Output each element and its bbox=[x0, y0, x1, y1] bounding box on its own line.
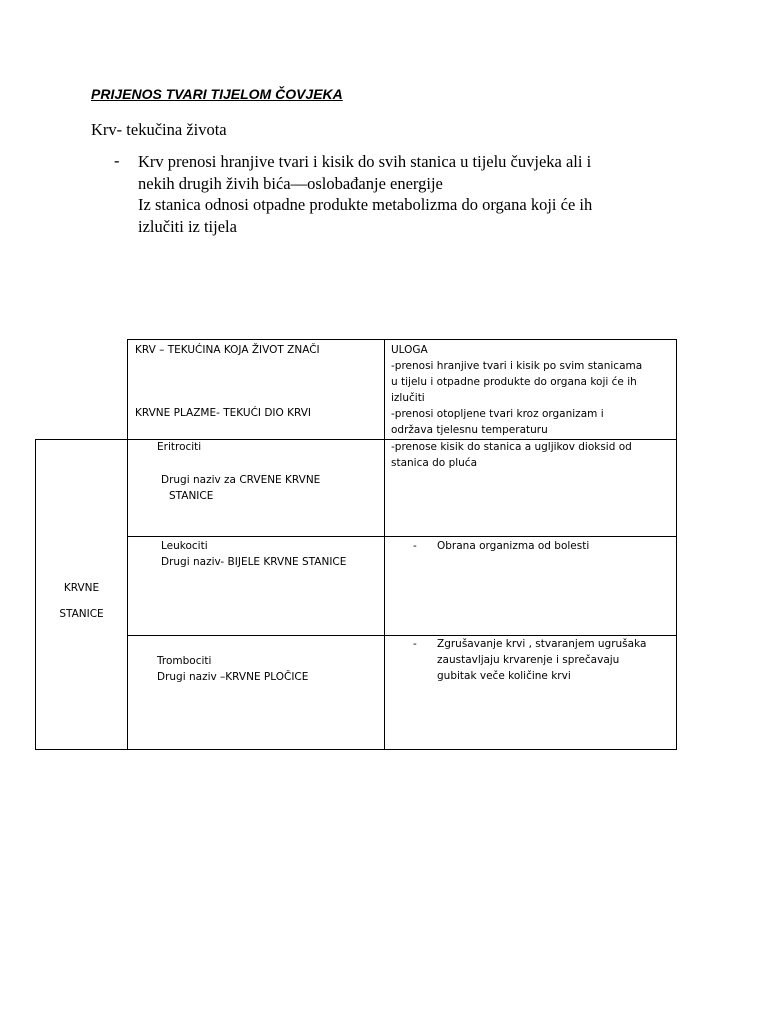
header-cell-right bbox=[391, 342, 642, 438]
cell-alt-name-eritrociti bbox=[161, 472, 320, 504]
paragraph-line: nekih drugih živih bića—oslobađanje energije bbox=[138, 173, 443, 193]
grid-line bbox=[676, 339, 677, 750]
page-title: PRIJENOS TVARI TIJELOM ČOVJEKA bbox=[91, 86, 343, 102]
alt-name-line: Drugi naziv za CRVENE KRVNE bbox=[161, 474, 321, 486]
cell-name-leukociti bbox=[161, 538, 346, 570]
alt-name-line: Drugi naziv –KRVNE PLOČICE bbox=[157, 671, 309, 683]
bullet-dash: - bbox=[114, 151, 120, 170]
header-right-line: u tijelu i otpadne produkte do organa koji će ih bbox=[391, 376, 637, 388]
side-label-line: KRVNE bbox=[63, 582, 100, 594]
intro-paragraph bbox=[138, 151, 592, 237]
role-dash: - bbox=[413, 540, 417, 552]
header-right-line: izlučiti bbox=[391, 392, 425, 404]
cell-name: Trombociti bbox=[157, 655, 212, 667]
cell-role-eritrociti bbox=[391, 439, 632, 471]
subtitle: Krv- tekučina života bbox=[91, 120, 227, 139]
alt-name-line: Drugi naziv- BIJELE KRVNE STANICE bbox=[161, 556, 347, 568]
header-cell-left-plasma bbox=[135, 405, 311, 421]
paragraph-line: Iz stanica odnosi otpadne produkte metabolizma do organa koji će ih bbox=[138, 195, 593, 214]
grid-line bbox=[127, 339, 128, 750]
header-left-line: KRV – TEKUĆINA KOJA ŽIVOT ZNAČI bbox=[135, 344, 320, 356]
cell-role-leukociti bbox=[437, 538, 589, 554]
side-label-line: STANICE bbox=[59, 608, 104, 620]
header-right-line: -prenosi hranjive tvari i kisik po svim stanicama bbox=[391, 360, 643, 372]
header-right-line: -prenosi otopljene tvari kroz organizam i bbox=[391, 408, 604, 420]
role-dash: - bbox=[413, 638, 417, 650]
cell-name-eritrociti: Eritrociti bbox=[157, 441, 202, 453]
cell-name-trombociti bbox=[157, 653, 308, 685]
role-line: Zgrušavanje krvi , stvaranjem ugrušaka bbox=[437, 638, 647, 650]
grid-line bbox=[127, 536, 677, 537]
cell-role-trombociti bbox=[437, 636, 646, 684]
role-line: stanica do pluća bbox=[391, 457, 478, 469]
role-line: gubitak veče količine krvi bbox=[437, 670, 571, 682]
header-right-line: ULOGA bbox=[391, 344, 428, 356]
cell-name: Leukociti bbox=[161, 540, 208, 552]
grid-line bbox=[35, 749, 677, 750]
header-left-line: KRVNE PLAZME- TEKUĆI DIO KRVI bbox=[135, 407, 312, 419]
paragraph-line: Krv prenosi hranjive tvari i kisik do svih stanica u tijelu čuvjeka ali i bbox=[138, 152, 592, 171]
header-right-line: održava tjelesnu temperaturu bbox=[391, 424, 548, 436]
alt-name-line: STANICE bbox=[169, 490, 214, 502]
role-line: -prenose kisik do stanica a ugljikov dioksid od bbox=[391, 441, 632, 453]
role-line: zaustavljaju krvarenje i sprečavaju bbox=[437, 654, 620, 666]
header-cell-left bbox=[135, 342, 320, 358]
role-line: Obrana organizma od bolesti bbox=[437, 540, 590, 552]
grid-line bbox=[384, 339, 385, 750]
grid-line bbox=[127, 339, 677, 340]
side-label-krvne-stanice bbox=[36, 575, 127, 627]
paragraph-line: izlučiti iz tijela bbox=[138, 216, 237, 236]
